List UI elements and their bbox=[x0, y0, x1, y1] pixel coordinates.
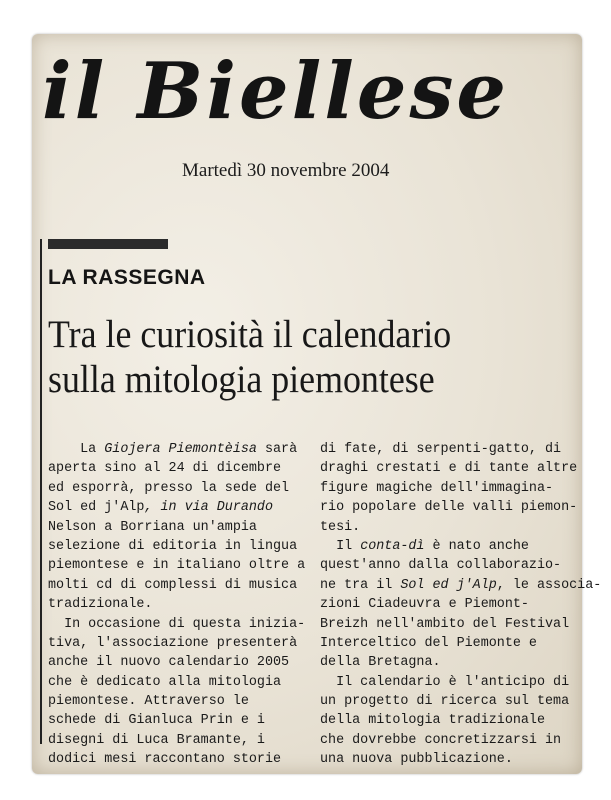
article-line bbox=[48, 518, 305, 537]
article-line bbox=[320, 634, 601, 653]
text-segment: , le associa- bbox=[496, 577, 602, 593]
publication-date: Martedì 30 novembre 2004 bbox=[182, 160, 390, 181]
article-line bbox=[320, 653, 601, 672]
text-segment: selezione di editoria in lingua bbox=[48, 538, 298, 554]
article-line bbox=[48, 459, 305, 478]
article-line bbox=[48, 595, 305, 614]
text-segment: Nelson a Borriana un'ampia bbox=[48, 519, 257, 535]
headline-line: sulla mitologia piemontese bbox=[48, 358, 435, 401]
article-line bbox=[320, 692, 601, 711]
article-line bbox=[320, 576, 601, 595]
article-line bbox=[48, 711, 305, 730]
article-line bbox=[320, 711, 601, 730]
article-line bbox=[320, 595, 601, 614]
article-line bbox=[320, 615, 601, 634]
text-segment: tiva, l'associazione presenterà bbox=[48, 635, 298, 651]
text-segment: disegni di Luca Bramante, i bbox=[48, 732, 265, 748]
text-segment: sarà bbox=[256, 442, 298, 457]
article-line bbox=[48, 692, 305, 711]
section-bar bbox=[48, 239, 168, 249]
article-line bbox=[320, 731, 601, 750]
italic-text: Giojera Piemontèisa bbox=[104, 442, 257, 457]
newspaper-clipping bbox=[32, 34, 602, 774]
text-segment: anche il nuovo calendario 2005 bbox=[48, 655, 290, 671]
article-line bbox=[320, 479, 601, 498]
article-line bbox=[320, 518, 601, 537]
article-line bbox=[48, 479, 305, 498]
text-segment: della Bretagna. bbox=[320, 655, 441, 671]
italic-text: , in via Durando bbox=[144, 500, 274, 516]
newspaper-masthead: il Biellese bbox=[42, 46, 510, 137]
article-line bbox=[48, 556, 305, 575]
article-line bbox=[48, 576, 305, 595]
article-line bbox=[320, 750, 601, 769]
article-line bbox=[320, 440, 601, 459]
text-segment: ne tra il bbox=[320, 577, 401, 593]
headline-line: Tra le curiosità il calendario bbox=[48, 313, 452, 356]
text-segment: ed esporrà, presso la sede del bbox=[48, 480, 290, 496]
text-segment: Breizh nell'ambito del Festival bbox=[320, 616, 570, 632]
article-line bbox=[48, 750, 305, 769]
italic-text: Sol ed j'Alp bbox=[400, 577, 497, 593]
article-line bbox=[48, 731, 305, 750]
article-line bbox=[48, 498, 305, 517]
article-line bbox=[320, 556, 601, 575]
article-line bbox=[48, 653, 305, 672]
text-segment: di fate, di serpenti-gatto, di bbox=[320, 442, 562, 457]
text-segment: dodici mesi raccontano storie bbox=[48, 752, 282, 768]
text-segment: Interceltico del Piemonte e bbox=[320, 635, 537, 651]
text-segment: rio popolare delle valli piemon- bbox=[320, 500, 578, 516]
text-segment: zioni Ciadeuvra e Piemont- bbox=[320, 597, 529, 613]
article-line bbox=[48, 673, 305, 692]
section-label: LA RASSEGNA bbox=[48, 266, 206, 289]
text-segment: draghi crestati e di tante altre bbox=[320, 461, 578, 477]
text-segment: In occasione di questa inizia- bbox=[48, 616, 306, 632]
text-segment: quest'anno dalla collaborazio- bbox=[320, 558, 562, 574]
text-segment: molti cd di complessi di musica bbox=[48, 577, 298, 593]
text-segment: aperta sino al 24 di dicembre bbox=[48, 461, 282, 477]
text-segment: tradizionale. bbox=[48, 597, 153, 613]
article-line bbox=[320, 537, 601, 556]
text-segment: schede di Gianluca Prin e i bbox=[48, 713, 265, 729]
text-segment: piemontese e in italiano oltre a bbox=[48, 558, 306, 574]
text-segment: della mitologia tradizionale bbox=[320, 713, 545, 729]
article-line bbox=[320, 673, 601, 692]
text-segment: una nuova pubblicazione. bbox=[320, 752, 513, 768]
column-rule bbox=[40, 239, 42, 744]
text-segment: un progetto di ricerca sul tema bbox=[320, 694, 570, 710]
article-line bbox=[48, 537, 305, 556]
text-segment: figure magiche dell'immagina- bbox=[320, 480, 554, 496]
italic-text: conta-dì bbox=[360, 538, 425, 554]
article-column-right bbox=[320, 440, 601, 770]
article-column-left bbox=[48, 440, 305, 770]
text-segment: Il calendario è l'anticipo di bbox=[320, 674, 570, 690]
article-line bbox=[48, 615, 305, 634]
article-line bbox=[320, 498, 601, 517]
text-segment: piemontese. Attraverso le bbox=[48, 694, 249, 710]
text-segment: è nato anche bbox=[424, 538, 529, 554]
text-segment: che dovrebbe concretizzarsi in bbox=[320, 732, 562, 748]
text-segment: Sol ed j'Alp bbox=[48, 500, 145, 516]
text-segment: che è dedicato alla mitologia bbox=[48, 674, 282, 690]
text-segment: Il bbox=[320, 538, 361, 554]
article-line bbox=[320, 459, 601, 478]
article-headline bbox=[48, 312, 526, 402]
text-segment: tesi. bbox=[320, 519, 361, 535]
text-segment: La bbox=[48, 442, 105, 457]
article-line bbox=[48, 634, 305, 653]
article-line bbox=[48, 440, 305, 459]
